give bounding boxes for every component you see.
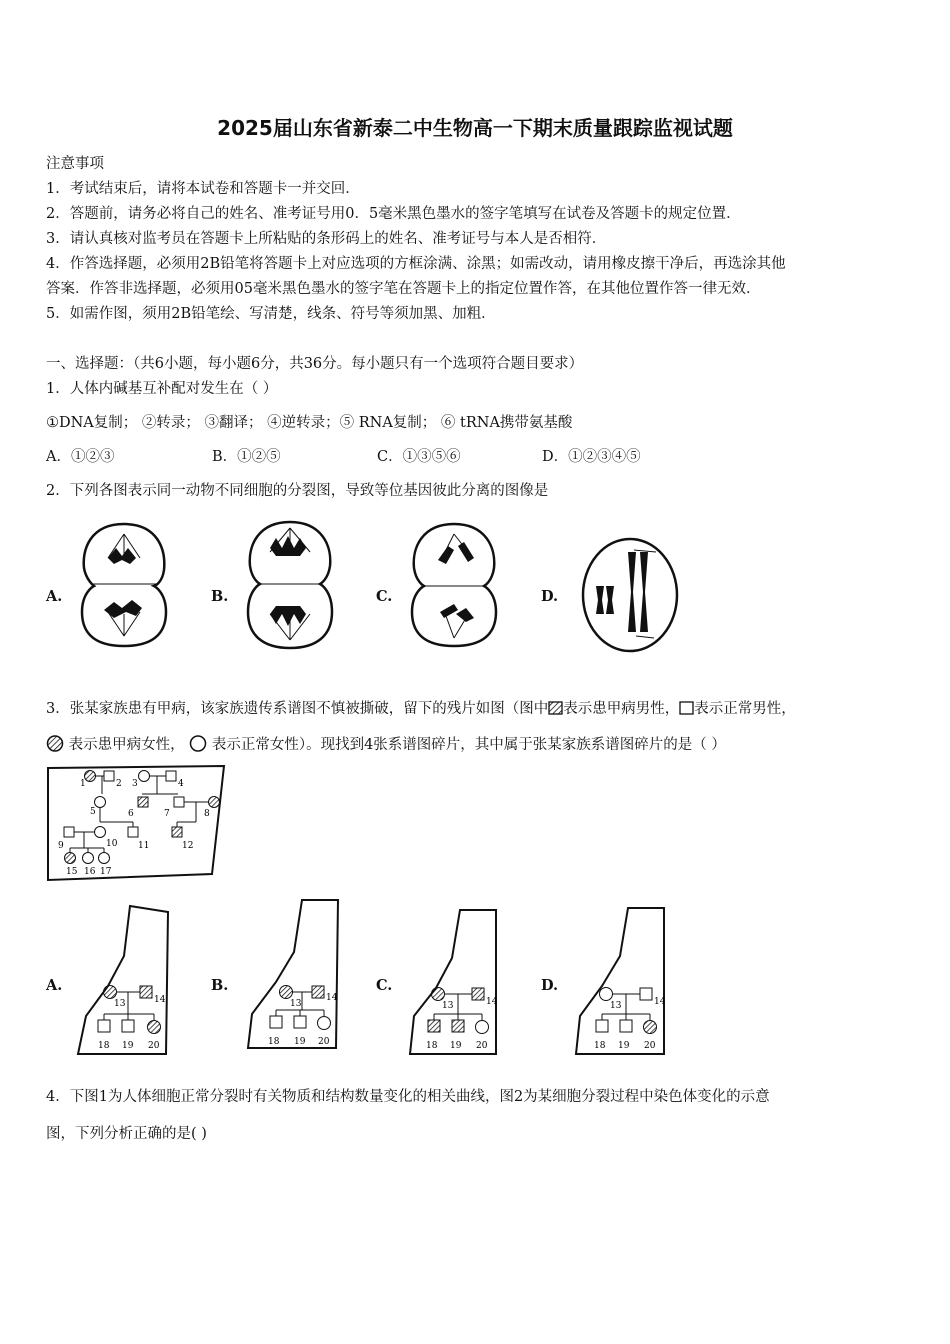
fragment-a bbox=[76, 904, 170, 1056]
pedigree-number: 19 bbox=[122, 1041, 134, 1051]
q3-text-a: 3．张某家族患有甲病，该家族遗传系谱图不慎被撕破，留下的残片如图（图中 bbox=[46, 701, 549, 717]
pedigree-number: 13 bbox=[290, 999, 302, 1009]
notice-heading: 注意事项 bbox=[46, 156, 104, 172]
pedigree-number: 19 bbox=[450, 1041, 462, 1051]
pedigree-number: 20 bbox=[318, 1037, 330, 1047]
pedigree-number: 18 bbox=[594, 1041, 606, 1051]
main-pedigree bbox=[46, 764, 230, 882]
q2-label-c: C. bbox=[376, 588, 393, 605]
pedigree-number: 14 bbox=[326, 993, 338, 1003]
q2-label-d: D. bbox=[541, 588, 559, 605]
pedigree-number: 10 bbox=[106, 839, 118, 849]
fragment-b bbox=[246, 898, 340, 1050]
notice-item: 2．答题前，请务必将自己的姓名、准考证号用0．5毫米黑色墨水的签字笔填写在试卷及答题卡的规定位置． bbox=[46, 206, 741, 222]
cell-diagram-c bbox=[408, 520, 500, 650]
pedigree-number: 12 bbox=[182, 841, 194, 851]
notice-item: 5．如需作图，须用2B铅笔绘、写清楚，线条、符号等须加黑、加粗． bbox=[46, 306, 496, 322]
pedigree-number: 18 bbox=[98, 1041, 110, 1051]
pedigree-number: 17 bbox=[100, 867, 112, 877]
page-title: 2025届山东省新泰二中生物高一下期末质量跟踪监视试题 bbox=[217, 116, 733, 140]
notice-item: 答案．作答非选择题，必须用05毫米黑色墨水的签字笔在答题卡上的指定位置作答，在其他位置作答一律无效． bbox=[46, 281, 761, 297]
q1-option-c: C．①③⑤⑥ bbox=[377, 449, 461, 465]
q3-text-e: 表示正常女性）。现找到4张系谱图碎片，其中属于张某家族系谱图碎片的是（ ） bbox=[211, 737, 726, 753]
cell-diagram-a bbox=[78, 520, 170, 650]
pedigree-number: 4 bbox=[178, 779, 184, 789]
pedigree-number: 13 bbox=[442, 1001, 454, 1011]
pedigree-number: 14 bbox=[654, 997, 666, 1007]
q2-stem: 2．下列各图表示同一动物不同细胞的分裂图，导致等位基因彼此分离的图像是 bbox=[46, 483, 549, 499]
fragment-c bbox=[408, 908, 502, 1056]
pedigree-number: 14 bbox=[154, 995, 166, 1005]
normal-female-icon bbox=[189, 735, 207, 752]
pedigree-number: 20 bbox=[476, 1041, 488, 1051]
pedigree-number: 3 bbox=[132, 779, 138, 789]
pedigree-number: 13 bbox=[610, 1001, 622, 1011]
pedigree-number: 2 bbox=[116, 779, 122, 789]
pedigree-number: 14 bbox=[486, 997, 498, 1007]
section-heading: 一、选择题：（共6小题，每小题6分，共36分。每小题只有一个选项符合题目要求） bbox=[46, 356, 584, 372]
pedigree-number: 15 bbox=[66, 867, 78, 877]
pedigree-number: 5 bbox=[90, 807, 96, 817]
pedigree-number: 1 bbox=[80, 779, 86, 789]
q1-items: ①DNA复制； ②转录； ③翻译； ④逆转录；⑤ RNA复制； ⑥ tRNA携带氨基酸 bbox=[46, 415, 573, 431]
pedigree-number: 9 bbox=[58, 841, 64, 851]
affected-male-icon bbox=[548, 701, 563, 715]
q1-option-d: D．①②③④⑤ bbox=[542, 449, 641, 465]
q2-label-b: B. bbox=[211, 588, 229, 605]
q3-text-d: 表示患甲病女性， bbox=[68, 737, 185, 753]
q2-label-a: A. bbox=[46, 588, 63, 605]
pedigree-number: 13 bbox=[114, 999, 126, 1009]
pedigree-number: 19 bbox=[294, 1037, 306, 1047]
notice-item: 4．作答选择题，必须用2B铅笔将答题卡上对应选项的方框涂满、涂黑；如需改动，请用橡皮擦干净后，再选涂其他 bbox=[46, 256, 786, 272]
pedigree-number: 20 bbox=[644, 1041, 656, 1051]
q4-stem-line1: 4．下图1为人体细胞正常分裂时有关物质和结构数量变化的相关曲线，图2为某细胞分裂过程中染色体变化的示意 bbox=[46, 1089, 770, 1105]
cell-diagram-b bbox=[244, 518, 336, 652]
fragment-d bbox=[574, 906, 668, 1056]
q3-label-c: C. bbox=[376, 977, 393, 994]
pedigree-number: 20 bbox=[148, 1041, 160, 1051]
pedigree-number: 18 bbox=[268, 1037, 280, 1047]
affected-female-icon bbox=[46, 735, 64, 752]
pedigree-number: 19 bbox=[618, 1041, 630, 1051]
q1-stem: 1．人体内碱基互补配对发生在（ ） bbox=[46, 381, 278, 397]
pedigree-number: 7 bbox=[164, 809, 170, 819]
q3-label-d: D. bbox=[541, 977, 559, 994]
q1-option-a: A．①②③ bbox=[46, 449, 115, 465]
pedigree-number: 16 bbox=[84, 867, 96, 877]
notice-item: 1．考试结束后，请将本试卷和答题卡一并交回． bbox=[46, 181, 360, 197]
q3-label-a: A. bbox=[46, 977, 63, 994]
pedigree-number: 11 bbox=[138, 841, 150, 851]
pedigree-number: 18 bbox=[426, 1041, 438, 1051]
q3-stem-line2 bbox=[46, 733, 726, 754]
q3-stem-line1 bbox=[46, 697, 796, 718]
q3-label-b: B. bbox=[211, 977, 229, 994]
cell-diagram-d bbox=[580, 536, 680, 654]
normal-male-icon bbox=[679, 701, 694, 715]
pedigree-number: 6 bbox=[128, 809, 134, 819]
q3-text-b: 表示患甲病男性， bbox=[563, 701, 680, 717]
q1-option-b: B．①②⑤ bbox=[212, 449, 281, 465]
notice-item: 3．请认真核对监考员在答题卡上所粘贴的条形码上的姓名、准考证号与本人是否相符． bbox=[46, 231, 607, 247]
q3-text-c: 表示正常男性， bbox=[694, 701, 796, 717]
q4-stem-line2: 图，下列分析正确的是( ) bbox=[46, 1126, 207, 1142]
pedigree-number: 8 bbox=[204, 809, 210, 819]
